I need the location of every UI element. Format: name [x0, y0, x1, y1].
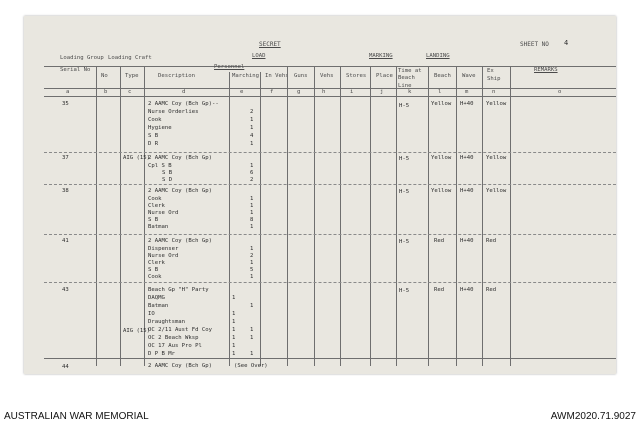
header-landing: LANDING	[426, 53, 450, 59]
personnel-description: Clerk	[148, 203, 165, 209]
marching-count: 1	[232, 327, 236, 333]
col-letter: d	[182, 89, 186, 95]
personnel-description: Batman	[148, 224, 169, 230]
col-letter: j	[380, 89, 384, 95]
beach-marking: Red	[434, 238, 445, 244]
document-sheet	[24, 16, 616, 374]
ex-ship: Red	[486, 238, 497, 244]
marching-count: 1	[250, 327, 254, 333]
wave: H+40	[460, 155, 474, 161]
personnel-description: Cpl S B	[148, 163, 172, 169]
col-letter: i	[350, 89, 354, 95]
col-letter: a	[66, 89, 70, 95]
personnel-description: D P B Mr	[148, 351, 175, 357]
column-rule	[482, 66, 483, 366]
marching-count: 1	[250, 163, 254, 169]
personnel-description: 2 AAMC Coy (Bch Gp)	[148, 363, 212, 369]
column-rule	[340, 66, 341, 366]
personnel-description: 2 AAMC Coy (Bch Gp)	[148, 188, 212, 194]
row-divider	[44, 184, 616, 185]
column-rule	[287, 66, 288, 366]
craft-type: AIG (15)	[123, 328, 150, 334]
column-rule	[428, 66, 429, 366]
personnel-description: Nurse Ord	[148, 253, 179, 259]
craft-type: AIG (15)	[123, 155, 150, 161]
marching-count: 5	[250, 267, 254, 273]
marching-count: 1	[250, 125, 254, 131]
marching-count: 1	[232, 295, 236, 301]
personnel-description: OC 17 Aus Pro Pl	[148, 343, 202, 349]
col-letter: k	[408, 89, 412, 95]
header-serial: Serial No	[60, 67, 91, 73]
personnel-description: S B	[148, 133, 159, 139]
header-marking: MARKING	[369, 53, 393, 59]
marching-count: 2	[250, 177, 254, 183]
beach-marking: Yellow	[431, 155, 452, 161]
col-letter: n	[492, 89, 496, 95]
personnel-description: Draughtsman	[148, 319, 186, 325]
personnel-description: Clerk	[148, 260, 165, 266]
header-stores: Stores	[346, 73, 367, 79]
row-divider	[44, 234, 616, 235]
header-personnel: Personnel	[214, 64, 245, 70]
see-over-note: (See Over)	[234, 363, 268, 369]
marching-count: 2	[250, 253, 254, 259]
marching-count: 1	[232, 351, 236, 357]
personnel-description: Dispenser	[148, 246, 179, 252]
header-divider	[44, 66, 616, 67]
personnel-description: DAQMG	[148, 295, 165, 301]
marching-count: 1	[250, 246, 254, 252]
header-type: Type	[125, 73, 139, 79]
column-number-rule	[44, 96, 616, 97]
row-divider	[44, 282, 616, 283]
marching-count: 8	[250, 217, 254, 223]
marching-count: 1	[250, 303, 254, 309]
wave: H+40	[460, 238, 474, 244]
landing-place: H-5	[399, 156, 410, 162]
ex-ship: Red	[486, 287, 497, 293]
marching-count: 1	[250, 224, 254, 230]
marching-count: 2	[250, 109, 254, 115]
column-rule	[370, 66, 371, 366]
col-letter: h	[322, 89, 326, 95]
col-letter: f	[270, 89, 274, 95]
serial-no: 37	[62, 155, 69, 161]
ex-ship: Yellow	[486, 101, 507, 107]
col-letter: e	[240, 89, 244, 95]
marching-count: 1	[232, 335, 236, 341]
sheet-number-label: SHEET NO	[520, 41, 549, 48]
personnel-description: IO	[148, 311, 155, 317]
marching-count: 1	[250, 351, 254, 357]
archive-reference: AWM2020.71.9027	[550, 411, 636, 422]
marching-count: 1	[250, 260, 254, 266]
col-letter: c	[128, 89, 132, 95]
marching-count: 1	[232, 343, 236, 349]
column-rule	[96, 66, 97, 366]
personnel-description: Cook	[148, 196, 162, 202]
marching-count: 1	[250, 141, 254, 147]
column-rule	[229, 72, 230, 366]
personnel-description: S B	[148, 217, 159, 223]
header-place: Place	[376, 73, 393, 79]
serial-no: 44	[62, 364, 69, 370]
serial-no: 43	[62, 287, 69, 293]
personnel-description: S D	[162, 177, 173, 183]
header-vehs: Vehs	[320, 73, 334, 79]
archive-name: AUSTRALIAN WAR MEMORIAL	[4, 411, 149, 422]
personnel-description: Batman	[148, 303, 169, 309]
personnel-description: Cook	[148, 274, 162, 280]
header-remarks: REMARKS	[534, 67, 558, 73]
header-ex-ship: Ex Ship	[487, 68, 501, 82]
serial-no: 35	[62, 101, 69, 107]
personnel-description: Nurse Ord	[148, 210, 179, 216]
wave: H+40	[460, 101, 474, 107]
marching-count: 1	[250, 203, 254, 209]
header-marching: Marching	[232, 73, 259, 79]
personnel-description: D R	[148, 141, 159, 147]
row-divider	[44, 358, 616, 359]
personnel-description: Nurse Orderlies	[148, 109, 199, 115]
personnel-description: 2 AAMC Coy (Bch Gp)--	[148, 101, 219, 107]
personnel-description: S B	[162, 170, 173, 176]
column-rule	[120, 66, 121, 366]
marching-count: 6	[250, 170, 254, 176]
marching-count: 1	[232, 311, 236, 317]
row-divider	[44, 152, 616, 153]
column-rule	[456, 66, 457, 366]
beach-marking: Yellow	[431, 101, 452, 107]
column-rule	[144, 66, 145, 366]
personnel-description: 2 AAMC Coy (Bch Gp)	[148, 238, 212, 244]
header-time: Time at Beach Line	[398, 68, 422, 89]
header-in-vehs: In Vehs	[265, 73, 289, 79]
column-rule	[396, 66, 397, 366]
personnel-description: Beach Gp "H" Party	[148, 287, 209, 293]
personnel-description: 2 AAMC Coy (Bch Gp)	[148, 155, 212, 161]
marching-count: 1	[250, 196, 254, 202]
ex-ship: Yellow	[486, 155, 507, 161]
col-letter: m	[465, 89, 469, 95]
marching-count: 1	[250, 117, 254, 123]
header-guns: Guns	[294, 73, 308, 79]
sheet-title: SECRET	[259, 41, 281, 48]
header-description: Description	[158, 73, 196, 79]
header-no: No	[101, 73, 108, 79]
serial-no: 38	[62, 188, 69, 194]
col-letter: o	[558, 89, 562, 95]
wave: H+40	[460, 287, 474, 293]
header-loading-group: Loading Group	[60, 55, 104, 61]
sheet-number: 4	[564, 39, 569, 47]
col-letter: b	[104, 89, 108, 95]
header-load: LOAD	[252, 53, 266, 59]
serial-no: 41	[62, 238, 69, 244]
marching-count: 1	[250, 335, 254, 341]
landing-place: H-5	[399, 103, 410, 109]
ex-ship: Yellow	[486, 188, 507, 194]
col-letter: l	[438, 89, 442, 95]
landing-place: H-5	[399, 288, 410, 294]
marching-count: 1	[232, 319, 236, 325]
archive-footer	[0, 376, 640, 423]
header-wave: Wave	[462, 73, 476, 79]
header-loading-craft: Loading Craft	[108, 55, 152, 61]
column-rule	[510, 66, 511, 366]
col-letter: g	[297, 89, 301, 95]
column-rule	[314, 66, 315, 366]
beach-marking: Yellow	[431, 188, 452, 194]
landing-place: H-5	[399, 239, 410, 245]
header-beach: Beach	[434, 73, 451, 79]
landing-place: H-5	[399, 189, 410, 195]
marching-count: 1	[250, 210, 254, 216]
personnel-description: Cook	[148, 117, 162, 123]
personnel-description: S B	[148, 267, 159, 273]
personnel-description: Hygiene	[148, 125, 172, 131]
personnel-description: OC 2 Beach Wksp	[148, 335, 199, 341]
wave: H+40	[460, 188, 474, 194]
marching-count: 4	[250, 133, 254, 139]
beach-marking: Red	[434, 287, 445, 293]
column-rule	[260, 72, 261, 366]
marching-count: 1	[250, 274, 254, 280]
personnel-description: OC 2/11 Aust Fd Coy	[148, 327, 212, 333]
